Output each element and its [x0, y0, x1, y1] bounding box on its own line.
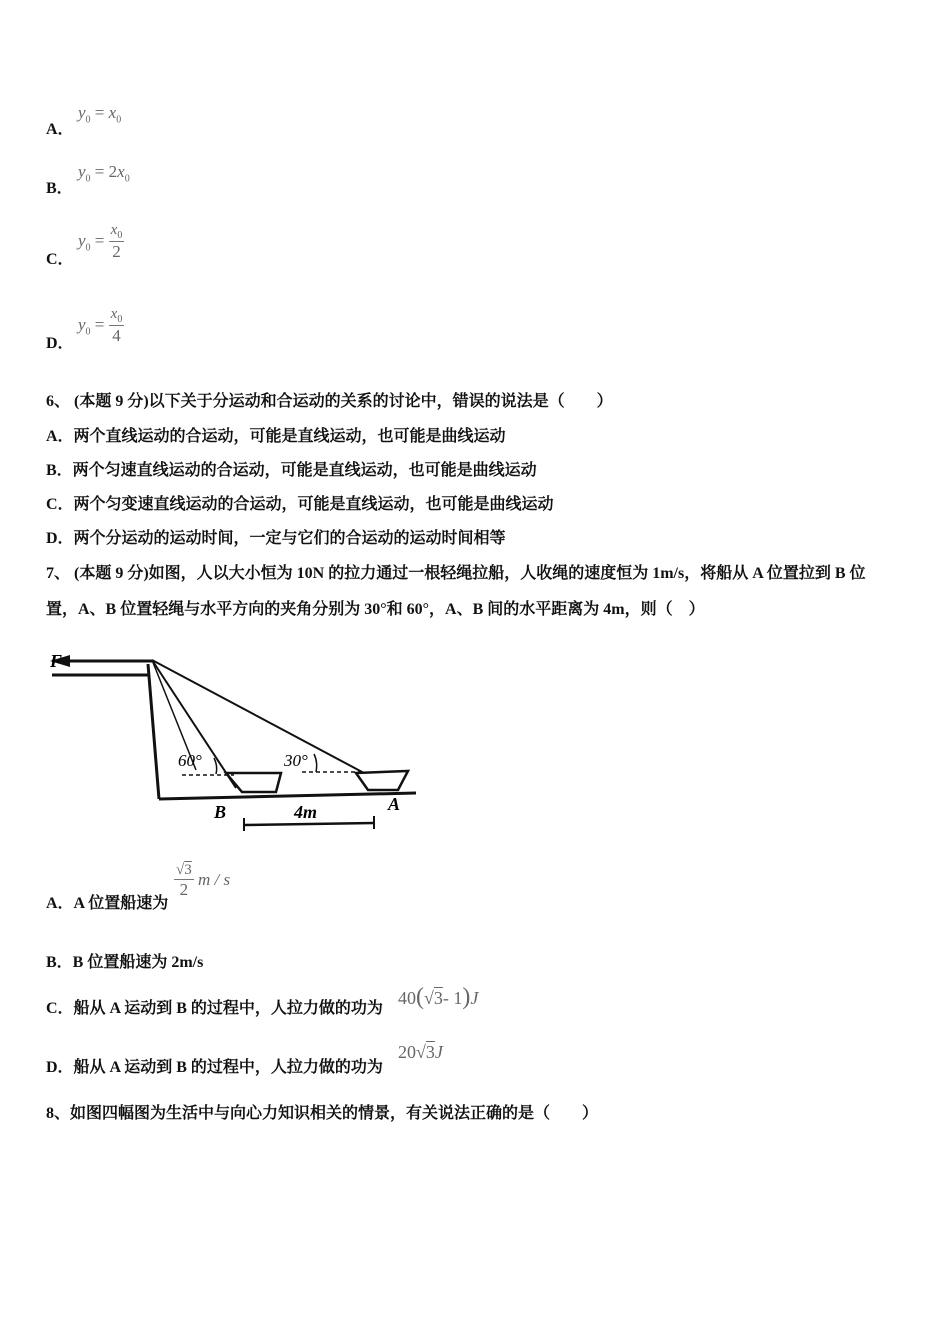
- angle-a-label: 30°: [284, 751, 308, 770]
- formula-a: $y_0 = x_0$: [78, 103, 122, 126]
- q7-option-a-formula: $\frac{√3}{2}$ m / s: [176, 862, 231, 899]
- q8-stem: 8、如图四幅图为生活中与向心力知识相关的情景，有关说法正确的是（ ）: [46, 1105, 599, 1122]
- q7-option-c-formula: 40(√3- 1)J: [398, 984, 479, 1010]
- q6-option-d: D．两个分运动的运动时间，一定与它们的合运动的运动时间相等: [46, 530, 506, 547]
- q7-option-a-text: A．A 位置船速为: [46, 895, 169, 912]
- q6-stem: 6、 (本题 9 分)以下关于分运动和合运动的关系的讨论中，错误的说法是（ ）: [46, 393, 613, 410]
- q6-option-c: C．两个匀变速直线运动的合运动，可能是直线运动，也可能是曲线运动: [46, 496, 554, 513]
- formula-c: $y_0$ = $\frac{x_0}{2}$: [78, 222, 123, 261]
- boat-b: [226, 773, 281, 792]
- angle-arc-b: [214, 758, 217, 774]
- q7-option-c-text: C．船从 A 运动到 B 的过程中，人拉力做的功为: [46, 1000, 383, 1017]
- q7-stem-line2: 置，A、B 位置轻绳与水平方向的夹角分别为 30°和 60°，A、B 间的水平距离为 4m，则（ ）: [46, 601, 705, 618]
- q7-option-b: B．B 位置船速为 2m/s: [46, 954, 204, 971]
- point-a-label: A: [388, 794, 401, 814]
- formula-b: $y_0 = 2x_0$: [78, 162, 130, 185]
- boat-rope-diagram: [46, 640, 426, 845]
- q6-option-b: B．两个匀速直线运动的合运动，可能是直线运动，也可能是曲线运动: [46, 462, 537, 479]
- distance-line: [244, 823, 374, 825]
- force-label: F: [50, 651, 63, 671]
- q6-option-a: A．两个直线运动的合运动，可能是直线运动，也可能是曲线运动: [46, 428, 506, 445]
- angle-arc-a: [314, 754, 317, 772]
- diagram-svg: [46, 640, 426, 840]
- option-label: A．: [46, 121, 74, 138]
- option-label: D．: [46, 335, 74, 352]
- q7-option-d-text: D．船从 A 运动到 B 的过程中，人拉力做的功为: [46, 1059, 383, 1076]
- angle-b-label: 60°: [178, 751, 202, 770]
- formula-d: $y_0$ = $\frac{x_0}{4}$: [78, 306, 123, 345]
- bank-wall: [148, 664, 159, 799]
- distance-label: 4m: [294, 802, 318, 822]
- water-line: [159, 793, 416, 799]
- option-label: C．: [46, 251, 74, 268]
- point-b-label: B: [214, 802, 227, 822]
- boat-a: [356, 771, 408, 790]
- q7-option-d-formula: 20√3J: [398, 1042, 443, 1062]
- option-label: B．: [46, 180, 73, 197]
- q7-stem-line1: 7、 (本题 9 分)如图，人以大小恒为 10N 的拉力通过一根轻绳拉船，人收绳的速度恒为 1m/s，将船从 A 位置拉到 B 位: [46, 565, 866, 582]
